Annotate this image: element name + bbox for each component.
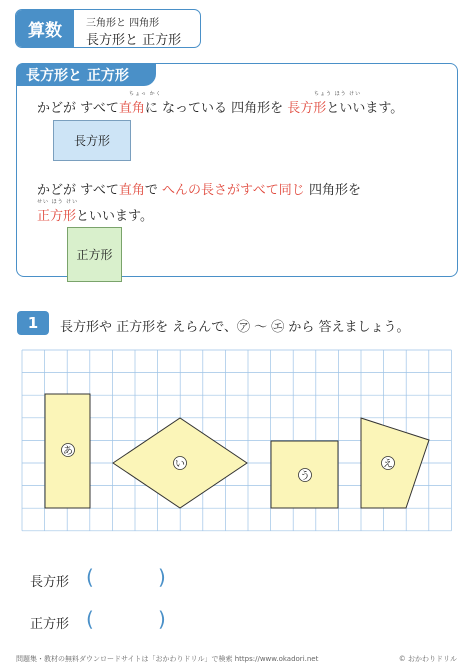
text: といいます。	[76, 209, 153, 224]
answer-rect-label: 長方形	[30, 575, 70, 590]
ruby-chohokei: ちょう ほう けい	[314, 91, 362, 97]
answer-square-paren-close: )	[158, 607, 166, 631]
answer-rect-field[interactable]	[100, 567, 158, 589]
label-i-text: い	[175, 459, 185, 470]
label-e-text: え	[383, 459, 393, 470]
keyword-chokkaku: 直角	[118, 101, 145, 116]
text: かどが すべて	[37, 183, 119, 198]
footer-source: 問題集・教材の無料ダウンロードサイトは「おかわりドリル」で検索 https://www.okadori.net	[16, 655, 319, 663]
ruby-chokkaku: ちょっ かく	[129, 91, 162, 97]
example-square-label: 正方形	[76, 248, 113, 262]
keyword-seihokei: 正方形	[37, 209, 77, 224]
subject-badge: 算数	[16, 10, 74, 47]
text: に なっている 四角形を	[144, 101, 284, 116]
ruby-seihokei: せい ほう けい	[37, 199, 79, 205]
text: といいます。	[326, 101, 404, 116]
answer-square-paren-open: (	[86, 607, 94, 631]
label-e	[382, 457, 395, 471]
label-a	[62, 444, 75, 458]
answer-rect-paren-open: (	[86, 565, 94, 589]
answer-square-field[interactable]	[100, 609, 158, 631]
label-u	[299, 469, 312, 483]
label-a-text: あ	[63, 446, 73, 457]
example-rectangle-label: 長方形	[73, 134, 110, 148]
keyword-chohokei: 長方形	[287, 101, 327, 116]
answer-square-label: 正方形	[30, 617, 70, 632]
footer-copyright: © おかわりドリル	[398, 655, 457, 663]
shape-e-quadrilateral	[361, 418, 429, 508]
keyword-chokkaku-2: 直角	[118, 183, 145, 198]
label-u-text: う	[300, 471, 310, 482]
question-number: 1	[17, 311, 49, 335]
keyword-equal-sides: へんの長さがすべて同じ	[162, 183, 305, 198]
label-i	[174, 457, 187, 471]
answer-rect-paren-close: )	[158, 565, 166, 589]
text: かどが すべて	[37, 101, 119, 116]
question-text: 長方形や 正方形を えらんで、㋐ 〜 ㋓ から 答えましょう。	[60, 320, 410, 335]
text: 四角形を	[308, 183, 361, 198]
unit-title-line1: 三角形と 四角形	[86, 18, 160, 29]
text: で	[144, 183, 158, 198]
unit-title-line2: 長方形と 正方形	[86, 33, 182, 48]
lesson-title: 長方形と 正方形	[16, 63, 156, 86]
